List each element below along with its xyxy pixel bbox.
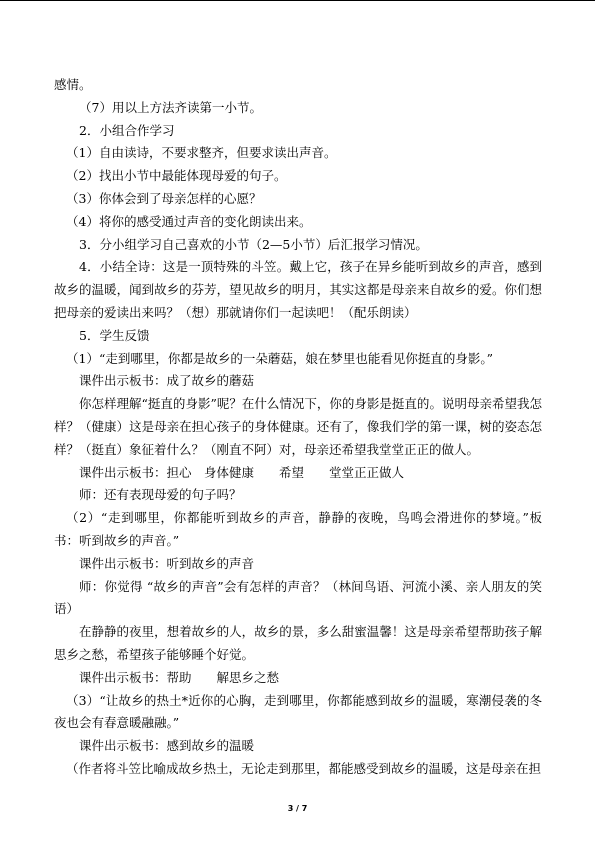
paragraph: （作者将斗笠比喻成故乡热土，无论走到那里，都能感受到故乡的温暖，这是母亲在担 — [66, 760, 542, 776]
section-heading: 5．学生反馈 — [79, 327, 150, 343]
page-body — [54, 74, 542, 781]
paragraph: 课件出示板书：感到故乡的温暖 — [79, 738, 255, 754]
paragraph: 师：还有表现母爱的句子吗？ — [79, 487, 242, 503]
paragraph: （3）“让故乡的热土*近你的心胸，走到哪里，你都能感到故乡的温暖，寒潮侵袭的冬夜也会有春意暖融融。” — [54, 692, 542, 731]
paragraph: （2）找出小节中最能体现母爱的句子。 — [66, 168, 287, 184]
paragraph: 在静静的夜里，想着故乡的人，故乡的景，多么甜蜜温馨！这是母亲希望帮助孩子解思乡之愁，希望孩子能够睡个好觉。 — [54, 624, 542, 662]
paragraph: （2）“走到哪里，你都能听到故乡的声音，静静的夜晚，鸟鸣会滑进你的梦境。”板书：听到故乡的声音。” — [54, 510, 542, 548]
paragraph: 3．分小组学习自己喜欢的小节（2—5小节）后汇报学习情况。 — [79, 236, 428, 252]
paragraph: 课件出示板书：帮助 解思乡之愁 — [79, 669, 280, 685]
paragraph: 4．小结全诗：这是一顶特殊的斗笠。戴上它，孩子在异乡能听到故乡的声音，感到故乡的温暖，闻到故乡的芬芳，望见故乡的明月，其实这都是母亲来自故乡的爱。你们想把母亲的爱读出来吗？（想）那就请你们一起读吧！（配乐朗读） — [54, 259, 542, 320]
paragraph: （1）自由读诗，不要求整齐，但要求读出声音。 — [66, 145, 337, 161]
section-heading: 2．小组合作学习 — [79, 122, 175, 138]
paragraph: 感情。 — [54, 77, 92, 92]
page-number: 3 / 7 — [287, 804, 308, 813]
top-rule — [0, 0, 595, 1]
paragraph: 课件出示板书：听到故乡的声音 — [79, 555, 255, 571]
paragraph: 师：你觉得 “故乡的声音”会有怎样的声音？（林间鸟语、河流小溪、亲人朋友的笑语） — [54, 578, 542, 617]
paragraph: （3）你体会到了母亲怎样的心愿？ — [66, 190, 262, 206]
paragraph: （4）将你的感受通过声音的变化朗读出来。 — [66, 213, 312, 229]
paragraph: 课件出示板书：担心 身体健康 希望 堂堂正正做人 — [79, 464, 405, 480]
paragraph: 课件出示板书：成了故乡的蘑菇 — [79, 373, 255, 389]
paragraph: （1）“走到哪里，你都是故乡的一朵蘑菇，娘在梦里也能看见你挺直的身影。” — [66, 350, 493, 366]
paragraph: 你怎样理解“挺直的身影”呢？在什么情况下，你的身影是挺直的。说明母亲希望我怎样？（健康）这是母亲在担心孩子的身体健康。还有了，像我们学的第一课，树的姿态怎样？（挺直）象征着什么？（刚直不阿）对，母亲还希望我堂堂正正的做人。 — [54, 396, 542, 457]
paragraph: （7）用以上方法齐读第一小节。 — [79, 99, 262, 115]
